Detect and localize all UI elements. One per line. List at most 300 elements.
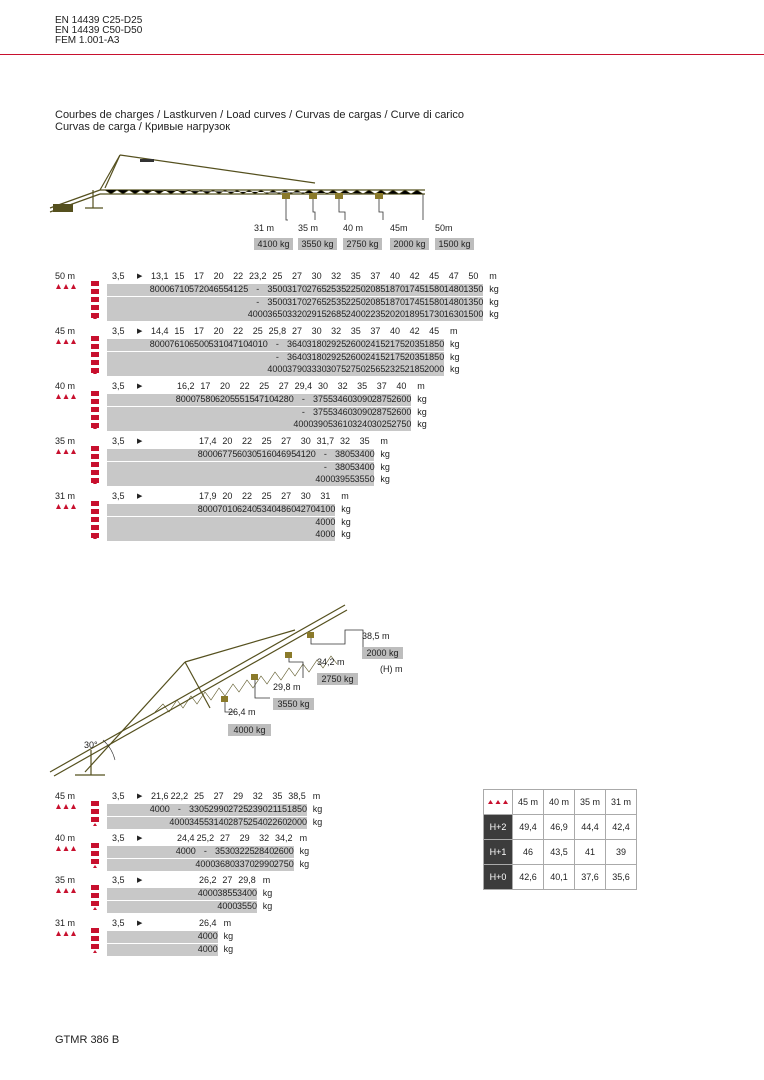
height-row-h1 [484,840,637,865]
unit-kg: kg [489,309,499,319]
distance-label: 29,8 [238,875,256,885]
unit-kg: kg [489,284,499,294]
load-value: 2765 [306,284,327,294]
load-value: 5160 [256,449,277,459]
standard-line-3: FEM 1.001-A3 [55,35,120,46]
load-value: 2415 [365,339,386,349]
load-value: 2175 [384,351,405,362]
load-value: - [301,406,305,417]
distance-label: 27 [219,833,230,843]
distance-label: 27 [222,875,233,885]
distance-label: 45 [429,271,440,281]
distance-label: 30 [300,436,311,446]
table-label: 50 m [55,271,76,281]
load-value: 1745 [404,296,425,307]
distance-label: 35 [359,436,370,446]
load-value: - [177,804,181,814]
table-label: 45 m [55,791,76,801]
table-label: 31 m [55,918,76,928]
distance-label: 22 [241,436,252,446]
load-value: 4125 [228,284,249,294]
load-value: 6205 [214,394,235,404]
distance-label: 26,4 [199,918,217,928]
unit-kg: kg [341,529,351,539]
load-value: 1850 [424,339,445,349]
load-value: 1480 [443,296,464,307]
load-value: 4000 [197,931,218,941]
jib-length-40: 40 m [343,223,364,233]
row-label: H+1 [484,840,513,865]
row-label: H+0 [484,865,513,890]
standard-line-2: EN 14439 C50-D50 [55,25,143,36]
luff-load-29: 3550 kg [273,698,314,710]
load-value: 3225 [234,846,255,856]
load-value: 4000 [175,846,196,856]
unit-m: m [341,491,349,501]
distance-label: 35 [272,791,283,801]
load-value: 4010 [247,339,268,349]
unit-kg: kg [312,804,323,814]
distance-label: 17,9 [199,491,217,501]
load-value: 4120 [295,449,316,459]
load-value: 1745 [404,284,425,294]
play-arrow-icon: ▶ [137,328,143,335]
height-cell: 35,6 [606,865,637,890]
distance-label: 35 [357,381,368,391]
load-value: 6500 [188,339,209,349]
distance-label: 30 [311,271,322,281]
load-value: 3400 [236,888,257,898]
load-value: 3180 [306,339,327,349]
distance-label: 16,2 [177,381,195,391]
distance-label: 37 [370,326,381,336]
unit-kg: kg [380,461,390,472]
load-value: 4000 [169,817,190,827]
height-cell: 39 [606,840,637,865]
min-radius: 3,5 [112,875,125,885]
height-row-h2 [484,815,637,840]
hook-block-icon [90,281,100,320]
load-value: 5340 [256,504,277,514]
load-value: 3400 [354,461,375,472]
unit-kg: kg [262,901,273,911]
load-value: 2875 [371,394,392,404]
height-col-35: 35 m [575,790,606,815]
distance-label: 24,4 [177,833,195,843]
distance-label: 14,4 [151,326,169,336]
hook-block-icon [90,801,100,827]
load-value: 2765 [306,296,327,307]
distance-label: 32 [331,326,342,336]
load-value: 4710 [254,394,275,404]
load-value: 2925 [326,351,347,362]
load-value: 2875 [228,817,249,827]
min-radius: 3,5 [112,791,125,801]
load-value: 7580 [195,394,216,404]
load-value: 3075 [326,364,347,374]
unit-kg: kg [380,449,390,459]
load-value: 8000 [175,394,196,404]
load-value: 3500 [267,296,288,307]
distance-label: 15 [174,271,185,281]
load-value: - [256,296,260,307]
load-value: 3550 [354,474,375,484]
load-bar [107,529,335,541]
load-value: 2875 [371,406,392,417]
unit-kg: kg [417,394,427,404]
distance-label: 32 [337,381,348,391]
jib-length-35: 35 m [298,223,319,233]
unit-m: m [380,436,388,446]
load-value: 2035 [404,351,425,362]
distance-label: 47 [448,271,459,281]
play-arrow-icon: ▶ [137,793,143,800]
unit-kg: kg [417,406,427,417]
load-value: 2250 [345,296,366,307]
tip-load-45: 2000 kg [390,238,429,250]
load-value: 4000 [293,419,314,429]
distance-label: 25 [261,436,272,446]
height-cell: 46 [513,840,544,865]
min-radius: 3,5 [112,381,125,391]
load-value: 3955 [334,474,355,484]
load-value: 2035 [404,339,425,349]
load-value: 5310 [208,339,229,349]
load-value: 1850 [286,804,307,814]
distance-label: 32 [259,833,270,843]
distance-label: 20 [219,381,230,391]
unit-m: m [450,326,458,336]
distance-label: 17 [200,381,211,391]
load-value: 3790 [286,364,307,374]
unit-kg: kg [299,859,310,869]
hook-block-icon [90,928,100,954]
load-value: 2535 [326,296,347,307]
luff-load-26: 4000 kg [228,724,271,736]
distance-label: 35 [350,326,361,336]
load-value: 2685 [326,309,347,319]
unit-m: m [312,791,321,801]
luff-length-34: 34,2 m [317,657,345,667]
load-value: 3460 [332,406,353,417]
distance-label: 37 [376,381,387,391]
distance-label: 25 [261,491,272,501]
load-value: 2390 [247,804,268,814]
load-value: 2750 [391,419,412,429]
load-value: - [275,339,279,349]
height-cell: 43,5 [544,840,575,865]
min-radius: 3,5 [112,436,125,446]
distance-label: 32 [252,791,263,801]
height-cell: 46,9 [544,815,575,840]
load-value: 4280 [273,394,294,404]
height-cell: 42,6 [513,865,544,890]
unit-kg: kg [312,817,323,827]
table-label: 40 m [55,381,76,391]
unit-m: m [223,918,232,928]
distance-label: 22 [241,491,252,501]
hook-block-icon [90,336,100,375]
load-value: 3090 [352,406,373,417]
trolley-icon [55,803,77,810]
trolley-icon [55,845,77,852]
load-value: 1870 [384,284,405,294]
model-footer: GTMR 386 B [55,1034,120,1046]
height-col-31: 31 m [606,790,637,815]
load-value: 3640 [286,351,307,362]
height-cell: 49,4 [513,815,544,840]
load-value: 3370 [234,859,255,869]
distance-label: 29 [233,791,244,801]
load-value: - [256,284,260,294]
load-value: 3090 [352,394,373,404]
play-arrow-icon: ▶ [137,835,143,842]
load-value: 2185 [404,364,425,374]
luff-length-38: 38,5 m [362,631,390,641]
min-radius: 3,5 [112,833,125,843]
load-value: 2540 [247,817,268,827]
unit-m: m [262,875,271,885]
table-label: 35 m [55,875,76,885]
unit-kg: kg [299,846,310,856]
load-value: 4000 [197,944,218,954]
row-label: H+2 [484,815,513,840]
load-value: 2325 [384,364,405,374]
load-value: 1350 [463,296,484,307]
load-value: 3330 [306,364,327,374]
height-cell: 41 [575,840,606,865]
distance-label: 17 [193,271,204,281]
unit-kg: kg [380,474,390,484]
play-arrow-icon: ▶ [137,383,143,390]
load-value: 3025 [371,419,392,429]
table-label: 35 m [55,436,76,446]
distance-label: 20 [222,436,233,446]
load-value: 4000 [217,901,238,911]
load-value: 7610 [169,339,190,349]
load-value: 1350 [463,284,484,294]
load-value: 2250 [345,284,366,294]
distance-label: 38,5 [288,791,306,801]
load-value: 8000 [149,339,170,349]
distance-label: 50 [468,271,479,281]
distance-label: 31,7 [316,436,335,446]
height-cell: 40,1 [544,865,575,890]
luff-length-26: 26,4 m [228,707,256,717]
tip-load-50: 1500 kg [435,238,474,250]
load-value: 1730 [424,309,445,319]
load-value: 2000 [286,817,307,827]
load-value: 2990 [254,859,275,869]
load-value: 4000 [247,309,268,319]
load-value: 1580 [424,284,445,294]
distance-label: 27 [291,326,302,336]
load-value: 2600 [391,406,412,417]
load-value: 4695 [276,449,297,459]
table-label: 31 m [55,491,76,501]
load-value: 4100 [315,504,336,514]
load-value: 3650 [267,309,288,319]
height-cell: 44,4 [575,815,606,840]
trolley-icon [55,887,77,894]
hook-block-icon [90,501,100,540]
load-value: 4000 [197,888,218,898]
load-value: 2400 [345,309,366,319]
section-title-1: Courbes de charges / Lastkurven / Load curves / Curvas de cargas / Curve di carico [55,109,465,121]
unit-m: m [489,271,497,281]
load-value: 2260 [267,817,288,827]
unit-kg: kg [417,419,427,429]
distance-label: 37 [370,271,381,281]
load-value: 1870 [384,296,405,307]
load-value: - [301,394,305,404]
load-value: 2000 [424,364,445,374]
load-value: 2020 [384,309,405,319]
distance-label: 17 [193,326,204,336]
load-value: 6710 [169,284,190,294]
load-value: 2725 [228,804,249,814]
load-value: 3400 [354,449,375,459]
load-value: 3610 [332,419,353,429]
height-cell: 37,6 [575,865,606,890]
load-value: 1480 [443,284,464,294]
hook-block-icon [90,391,100,430]
unit-kg: kg [341,504,351,514]
load-value: 2085 [365,296,386,307]
trolley-icon [55,338,77,345]
load-value: 3240 [352,419,373,429]
table-label: 40 m [55,833,76,843]
load-value: 3755 [312,394,333,404]
tip-load-35: 3550 kg [298,238,337,250]
load-value: - [323,461,327,472]
trolley-icon [484,790,513,815]
unit-kg: kg [341,516,351,527]
height-col-45: 45 m [513,790,544,815]
min-radius: 3,5 [112,271,125,281]
load-value: 2600 [273,846,294,856]
unit-m: m [299,833,308,843]
height-row-h0 [484,865,637,890]
distance-label: 27 [291,271,302,281]
load-value: 3855 [217,888,238,898]
unit-kg: kg [450,364,460,374]
unit-kg: kg [450,339,460,349]
load-value: 2535 [326,284,347,294]
load-value: 1895 [404,309,425,319]
distance-label: 22 [233,271,244,281]
load-value: 6775 [217,449,238,459]
distance-label: 15 [174,326,185,336]
load-value: 2750 [273,859,294,869]
unit-kg: kg [223,931,234,941]
tip-load-40: 2750 kg [343,238,382,250]
load-value: 2600 [345,351,366,362]
load-bar [107,517,335,529]
load-value: 1500 [463,309,484,319]
load-value: 3305 [188,804,209,814]
load-value: 8000 [197,504,218,514]
load-value: 8000 [197,449,218,459]
distance-label: 45 [429,326,440,336]
table-label: 45 m [55,326,76,336]
distance-label: 20 [222,491,233,501]
unit-m: m [417,381,425,391]
load-value: 2235 [365,309,386,319]
distance-label: 32 [331,271,342,281]
trolley-icon [55,448,77,455]
distance-label: 32 [339,436,350,446]
distance-label: 25 [193,791,204,801]
distance-label: 21,6 [151,791,169,801]
load-value: 3905 [312,419,333,429]
distance-label: 27 [281,436,292,446]
distance-label: 20 [213,326,224,336]
distance-label: 30 [300,491,311,501]
angle-label: 30° [84,740,98,750]
luff-load-38: 2000 kg [362,647,403,659]
distance-label: 34,2 [275,833,293,843]
load-value: 4000 [315,474,336,484]
standard-line-1: EN 14439 C25-D25 [55,15,143,26]
height-table [483,789,637,890]
distance-label: 27 [213,791,224,801]
distance-label: 22,2 [170,791,189,801]
distance-label: 31 [320,491,331,501]
jib-length-31: 31 m [254,223,275,233]
load-value: 5515 [234,394,255,404]
min-radius: 3,5 [112,491,125,501]
luffing-jib-crane-diagram [45,600,415,780]
load-value: 6240 [236,504,257,514]
distance-label: 22 [233,326,244,336]
jib-length-45: 45m [390,223,408,233]
load-value: 3805 [334,461,355,472]
unit-kg: kg [450,351,460,362]
distance-label: 29,4 [294,381,313,391]
distance-label: 35 [350,271,361,281]
load-value: 3805 [334,449,355,459]
load-value: 2990 [208,804,229,814]
load-value: 2750 [345,364,366,374]
unit-kg: kg [262,888,273,898]
load-value: 3755 [312,406,333,417]
distance-label: 20 [213,271,224,281]
section-title-2: Curvas de carga / Кривые нагрузок [55,121,231,133]
load-value: 2415 [365,351,386,362]
distance-label: 25,8 [268,326,287,336]
height-table-header-row [484,790,637,815]
load-value: 1850 [424,351,445,362]
trolley-icon [55,503,77,510]
play-arrow-icon: ▶ [137,273,143,280]
load-value: 1580 [424,296,445,307]
min-radius: 3,5 [112,326,125,336]
load-value: 3455 [188,817,209,827]
play-arrow-icon: ▶ [137,438,143,445]
jib-length-50: 50m [435,223,453,233]
unit-kg: kg [223,944,234,954]
load-value: 4710 [228,339,249,349]
distance-label: 40 [389,271,400,281]
load-value: 4000 [315,529,336,539]
load-value: 2565 [365,364,386,374]
load-value: 2085 [365,284,386,294]
load-value: 4270 [295,504,316,514]
load-value: 7010 [217,504,238,514]
load-value: 3680 [214,859,235,869]
distance-label: 40 [389,326,400,336]
